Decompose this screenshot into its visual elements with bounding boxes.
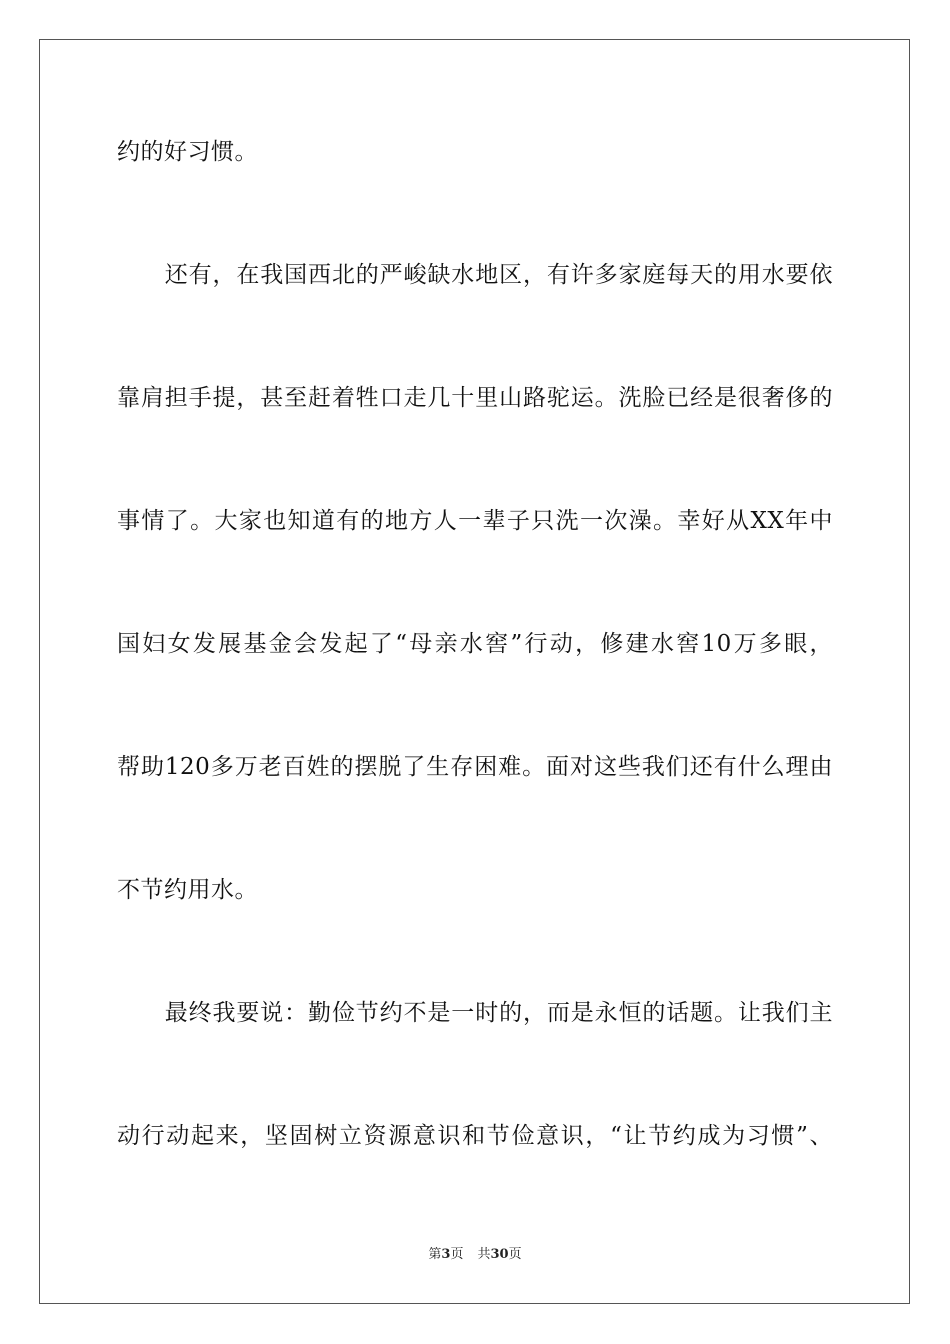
total-prefix: 共 — [477, 1247, 491, 1262]
text-line-9: 动行动起来，坚固树立资源意识和节俭意识，“让节约成为习惯”、 — [117, 1123, 833, 1149]
text-line-3: 靠肩担手提，甚至赶着牲口走几十里山路驼运。洗脸已经是很奢侈的 — [117, 385, 833, 411]
page-prefix: 第 — [428, 1247, 442, 1262]
text-line-2: 还有，在我国西北的严峻缺水地区，有许多家庭每天的用水要依 — [117, 262, 833, 288]
text-line-4: 事情了。大家也知道有的地方人一辈子只洗一次澡。幸好从XX年中 — [117, 508, 833, 534]
text-line-8: 最终我要说：勤俭节约不是一时的，而是永恒的话题。让我们主 — [117, 1000, 833, 1026]
page-footer — [0, 1246, 950, 1264]
text-line-1: 约的好习惯。 — [117, 139, 258, 165]
page-border — [39, 39, 910, 1304]
page-suffix: 页 — [450, 1247, 464, 1262]
total-suffix: 页 — [508, 1247, 522, 1262]
text-line-6: 帮助120多万老百姓的摆脱了生存困难。面对这些我们还有什么理由 — [117, 754, 833, 780]
total-pages: 30 — [490, 1247, 509, 1262]
page-number: 3 — [441, 1247, 451, 1262]
text-line-5: 国妇女发展基金会发起了“母亲水窖”行动，修建水窖10万多眼， — [117, 631, 833, 657]
text-line-7: 不节约用水。 — [117, 877, 258, 903]
